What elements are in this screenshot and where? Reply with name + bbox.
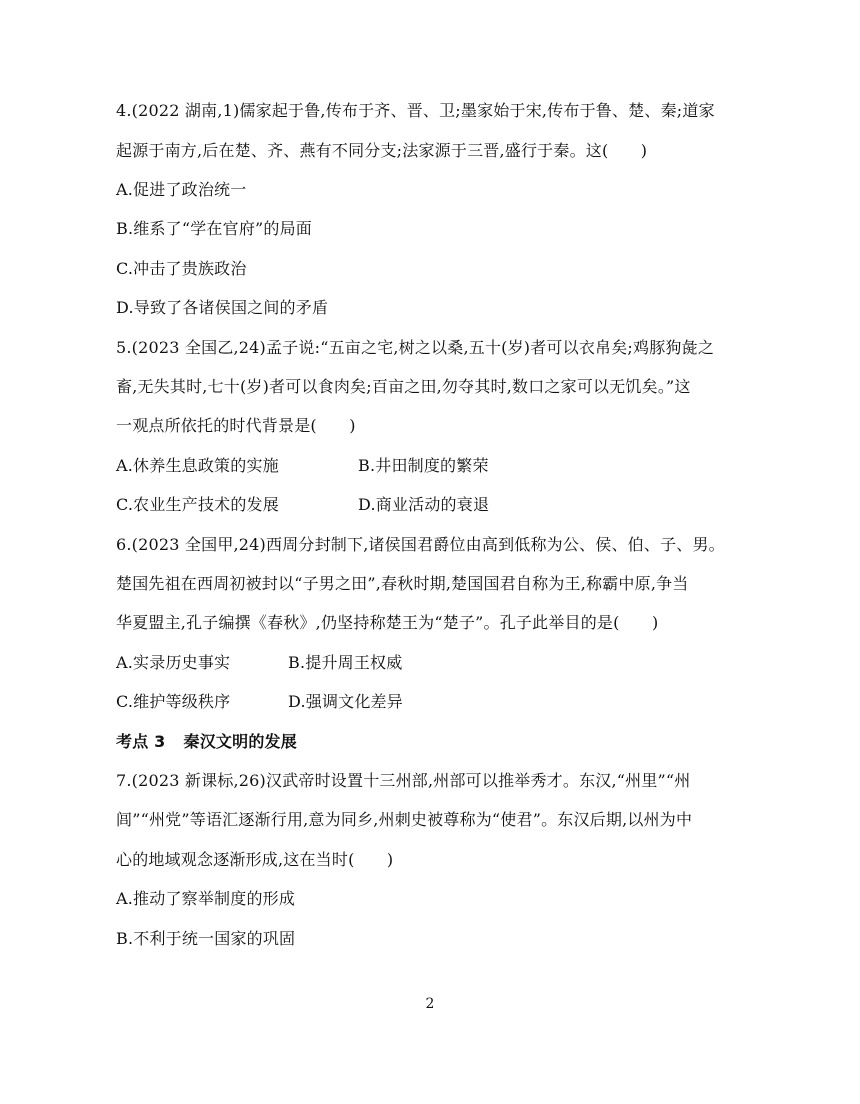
question-4-option-b: B.维系了“学在官府”的局面: [116, 219, 313, 238]
question-6-option-b: B.提升周王权威: [288, 653, 403, 672]
question-5-line-3: 一观点所依托的时代背景是( ): [116, 416, 356, 435]
question-7-option-a: A.推动了察举制度的形成: [116, 889, 296, 908]
question-5-option-a: A.休养生息政策的实施: [116, 456, 279, 475]
page-number: 2: [425, 996, 435, 1012]
question-4-option-c: C.冲击了贵族政治: [116, 259, 247, 278]
question-6-line-2: 楚国先祖在西周初被封以“子男之田”,春秋时期,楚国国君自称为王,称霸中原,争当: [116, 574, 689, 593]
question-6-option-a: A.实录历史事实: [116, 653, 231, 672]
question-5-line-1: 5.(2023 全国乙,24)孟子说:“五亩之宅,树之以桑,五十(岁)者可以衣帛矣;鸡豚狗彘之: [116, 338, 715, 357]
section-title: 秦汉文明的发展: [183, 732, 297, 751]
question-5-option-c: C.农业生产技术的发展: [116, 495, 279, 514]
section-label: 考点 3: [116, 732, 166, 751]
question-4-option-a: A.促进了政治统一: [116, 180, 247, 199]
question-7-option-b: B.不利于统一国家的巩固: [116, 929, 296, 948]
question-4-line-1: 4.(2022 湖南,1)儒家起于鲁,传布于齐、晋、卫;墨家始于宋,传布于鲁、楚、秦;道家: [116, 101, 715, 120]
question-7-line-2: 闾”“州党”等语汇逐渐行用,意为同乡,州刺史被尊称为“使君”。东汉后期,以州为中: [116, 810, 693, 829]
question-4-option-d: D.导致了各诸侯国之间的矛盾: [116, 298, 329, 317]
question-6-option-c: C.维护等级秩序: [116, 692, 231, 711]
question-5-option-b: B.井田制度的繁荣: [358, 456, 489, 475]
question-6-line-1: 6.(2023 全国甲,24)西周分封制下,诸侯国君爵位由高到低称为公、侯、伯、子、男。: [116, 535, 725, 554]
question-5-line-2: 畜,无失其时,七十(岁)者可以食肉矣;百亩之田,勿夺其时,数口之家可以无饥矣。”这: [116, 377, 691, 396]
question-7-line-3: 心的地域观念逐渐形成,这在当时( ): [116, 850, 394, 869]
question-7-line-1: 7.(2023 新课标,26)汉武帝时设置十三州部,州部可以推举秀才。东汉,“州里”“州: [116, 771, 691, 790]
section-heading: [116, 732, 297, 752]
question-4-line-2: 起源于南方,后在楚、齐、燕有不同分支;法家源于三晋,盛行于秦。这( ): [116, 141, 648, 160]
question-6-option-d: D.强调文化差异: [288, 692, 403, 711]
question-6-line-3: 华夏盟主,孔子编撰《春秋》,仍坚持称楚王为“楚子”。孔子此举目的是( ): [116, 613, 659, 632]
question-5-option-d: D.商业活动的衰退: [358, 495, 490, 514]
